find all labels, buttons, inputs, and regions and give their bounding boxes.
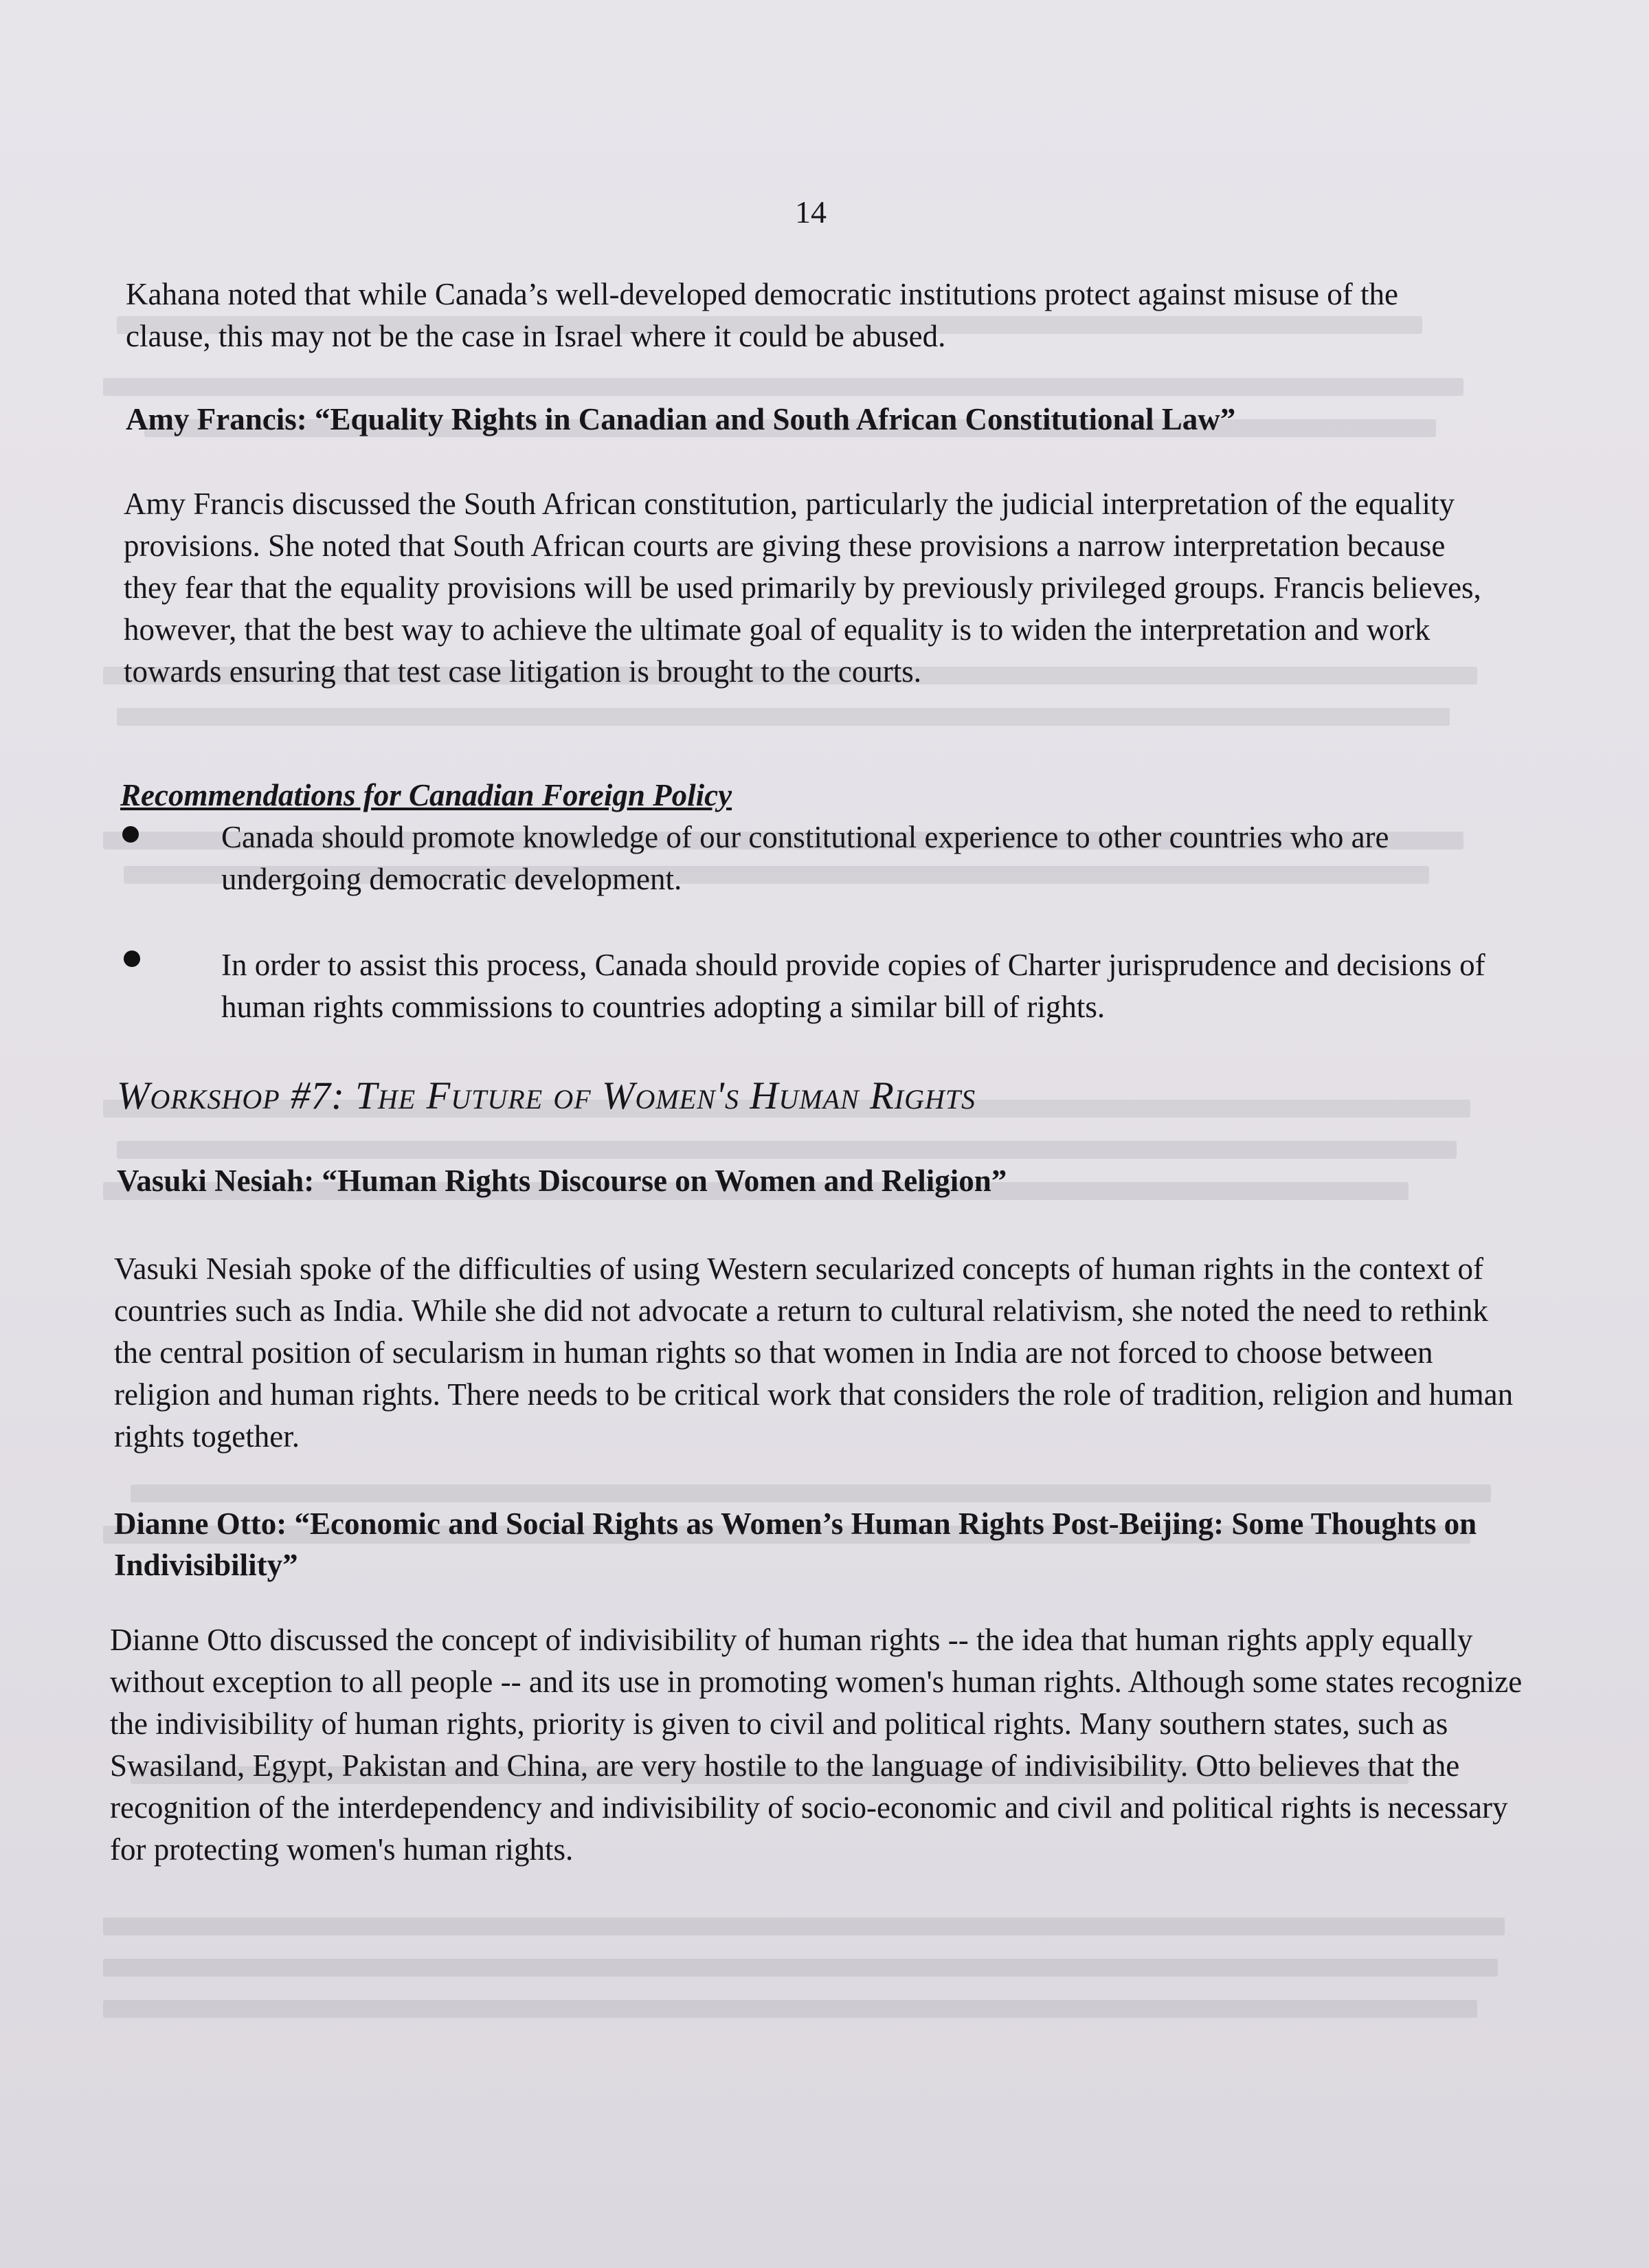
vasuki-nesiah-heading: Vasuki Nesiah: “Human Rights Discourse on Women and Religion” bbox=[117, 1164, 1007, 1198]
recommendation-item: In order to assist this process, Canada should provide copies of Charter jurisprudence and decisions of human rights commissions to countries adopting a similar bill of rights. bbox=[221, 948, 1485, 1024]
page-number: 14 bbox=[795, 194, 827, 230]
intro-paragraph: Kahana noted that while Canada’s well-developed democratic institutions protect against misuse of the clause, this may not be the case in Israel where it could be abused. bbox=[126, 277, 1398, 353]
recommendation-item: Canada should promote knowledge of our constitutional experience to other countries who are undergoing democratic development. bbox=[221, 820, 1389, 896]
dianne-otto-heading: Dianne Otto: “Economic and Social Rights as Women’s Human Rights Post-Beijing: Some Thoughts on Indivisibility” bbox=[114, 1507, 1477, 1582]
amy-francis-heading: Amy Francis: “Equality Rights in Canadian and South African Constitutional Law” bbox=[126, 402, 1236, 436]
bullet-icon bbox=[122, 826, 139, 843]
vasuki-nesiah-paragraph: Vasuki Nesiah spoke of the difficulties of using Western secularized concepts of human rights in the context of countries such as India. While she did not advocate a return to cultural relativism, she noted the need to rethink the central position of secularism in human rights so that women in India are not forced to choose between religion and human rights. There needs to be critical work that considers the role of tradition, religion and human rights together. bbox=[114, 1252, 1514, 1454]
dianne-otto-paragraph: Dianne Otto discussed the concept of indivisibility of human rights -- the idea that human rights apply equally without exception to all people -- and its use in promoting women's human rights. Although some states recognize the indivisibility of human rights, priority is given to civil and political rights. Many southern states, such as Swasiland, Egypt, Pakistan and China, are very hostile to the language of indivisibility. Otto believes that the recognition of the interdependency and indivisibility of socio-economic and civil and political rights is necessary for protecting women's human rights. bbox=[110, 1623, 1523, 1867]
bullet-icon bbox=[124, 950, 140, 967]
amy-francis-paragraph: Amy Francis discussed the South African constitution, particularly the judicial interpretation of the equality provisions. She noted that South African courts are giving these provisions a narrow interpretation because they fear that the equality provisions will be used primarily by previously privileged groups. Francis believes, however, that the best way to achieve the ultimate goal of equality is to widen the interpretation and work towards ensuring that test case litigation is brought to the courts. bbox=[124, 487, 1481, 689]
workshop-heading: Workshop #7: The Future of Women's Human Rights bbox=[117, 1074, 976, 1118]
recommendations-heading: Recommendations for Canadian Foreign Policy bbox=[120, 778, 732, 812]
